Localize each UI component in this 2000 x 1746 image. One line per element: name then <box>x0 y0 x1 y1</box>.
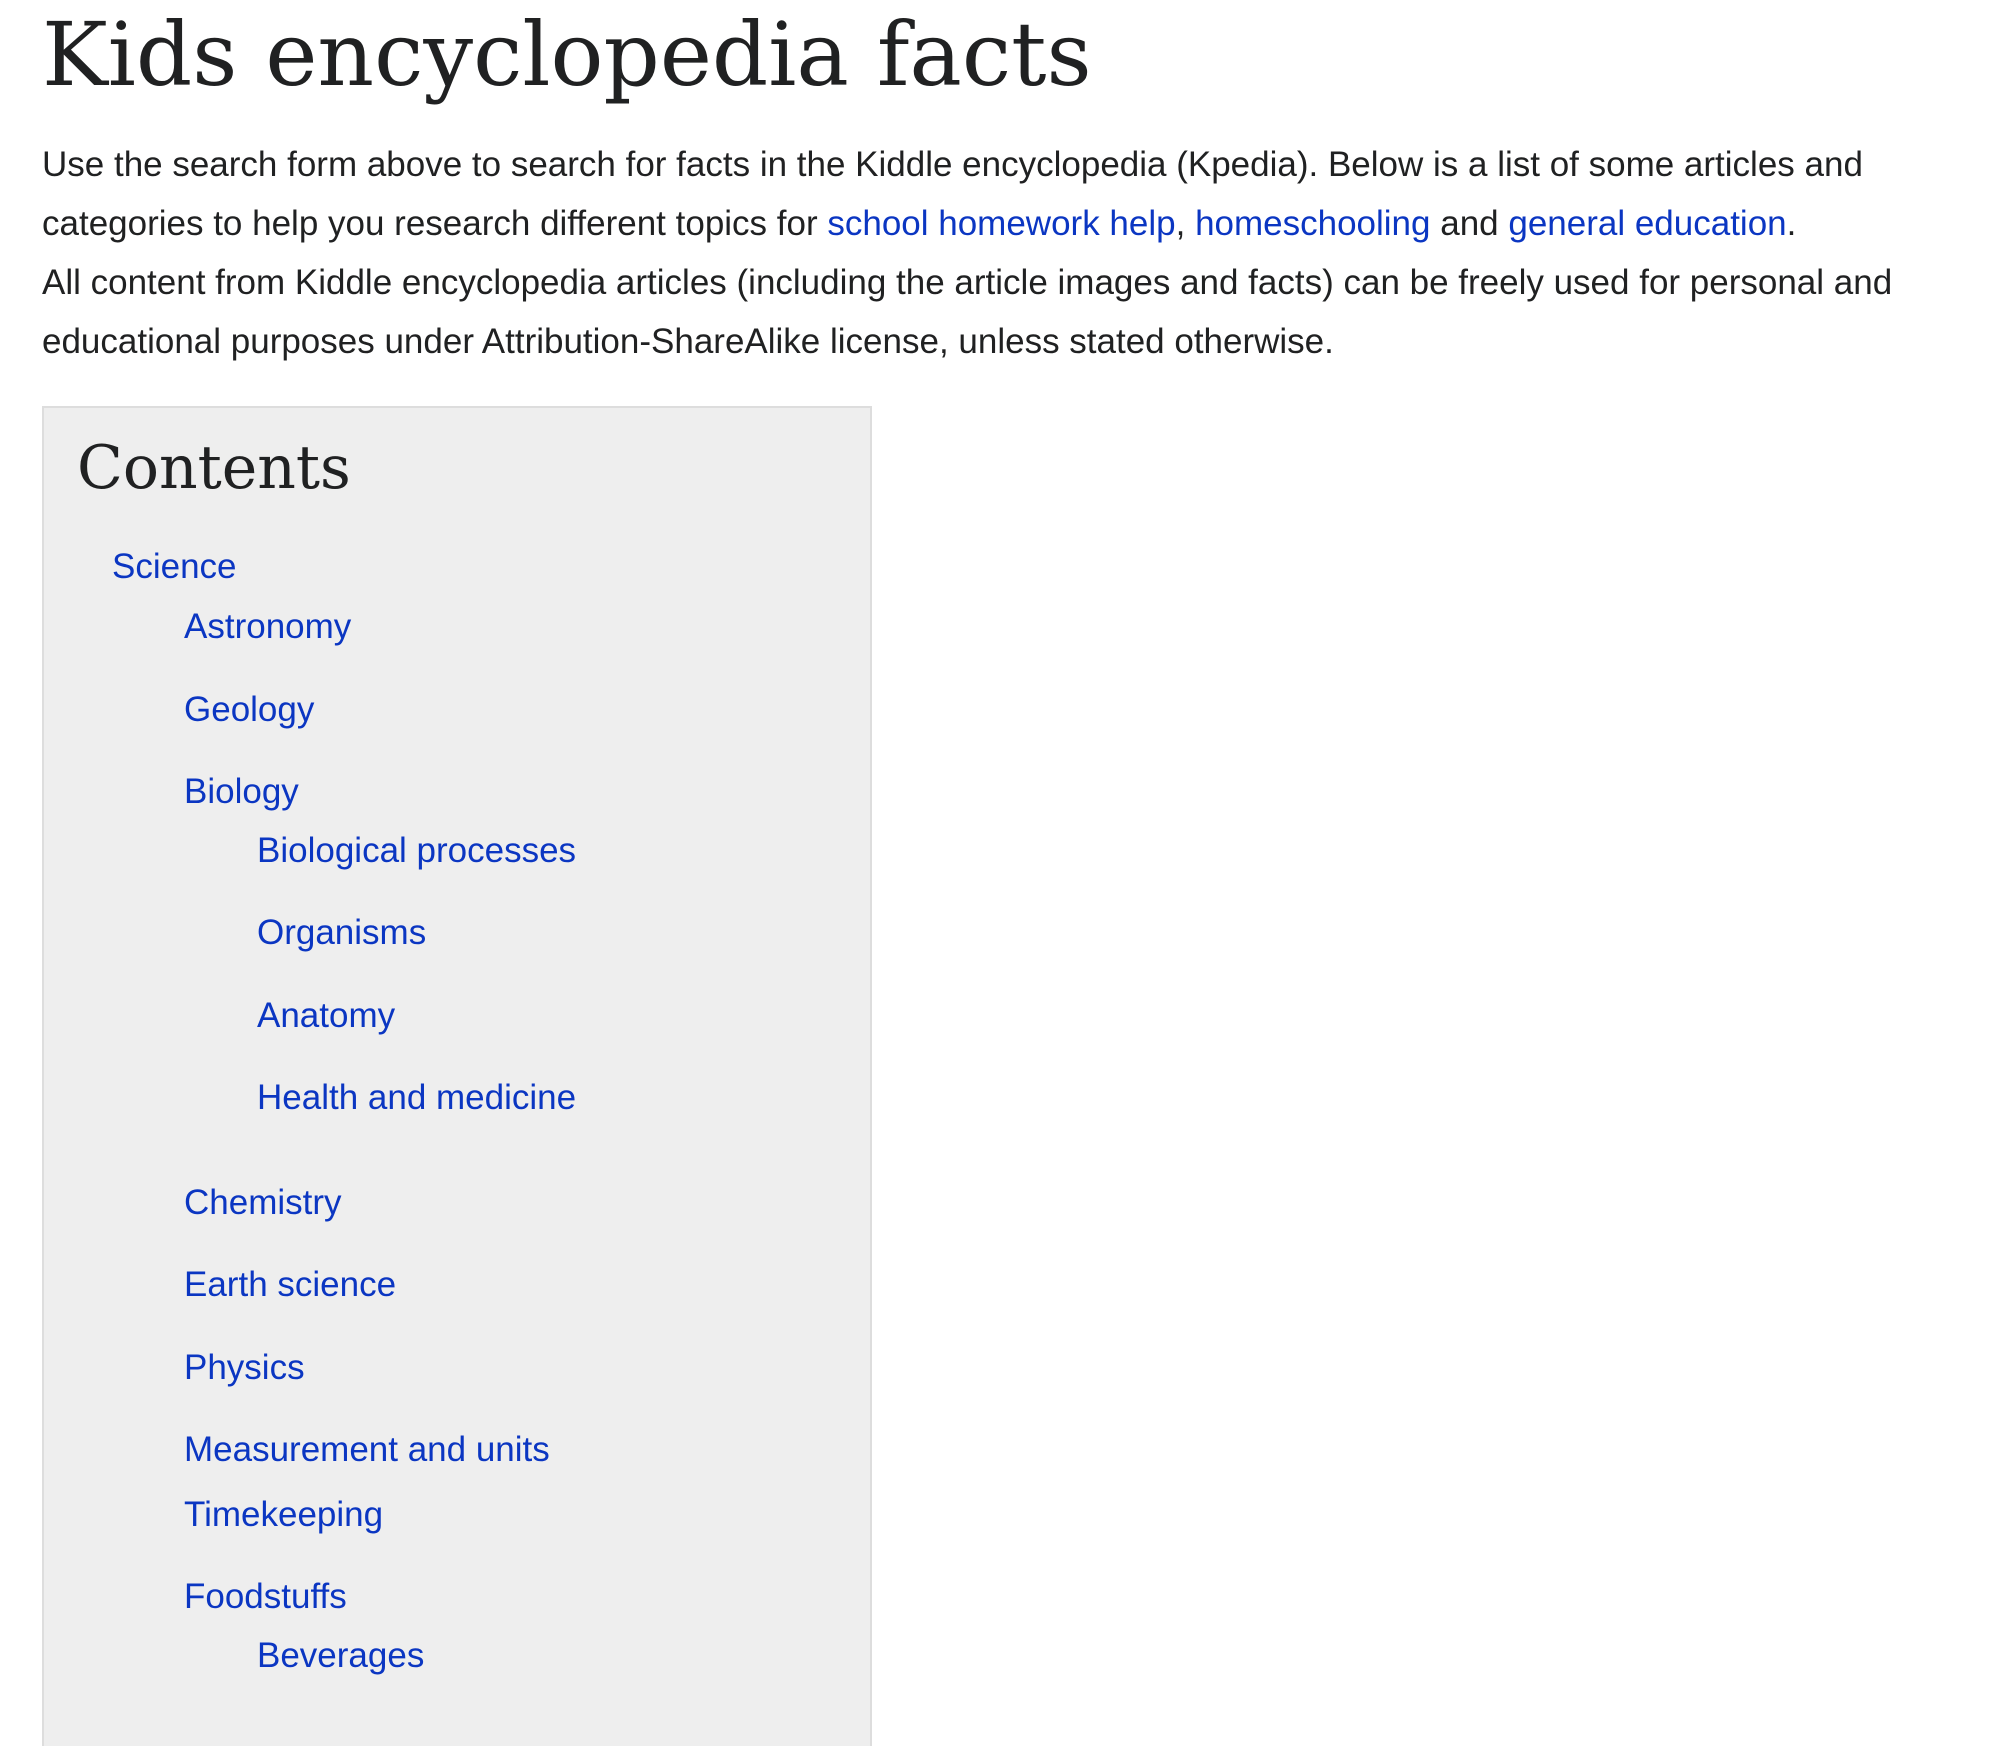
general-education-link[interactable]: general education <box>1508 204 1787 243</box>
intro-paragraph-1 <box>42 135 1992 253</box>
toc-item-measurement-and-units[interactable]: Measurement and units <box>184 1430 550 1469</box>
intro-paragraph-2: All content from Kiddle encyclopedia articles (including the article images and facts) can be freely used for personal and educational purposes under Attribution-ShareAlike license, unless stated otherwise. <box>42 263 1893 361</box>
toc-title: Contents <box>77 433 351 503</box>
toc-item-organisms[interactable]: Organisms <box>257 913 427 952</box>
intro-separator-2: and <box>1430 204 1509 243</box>
intro-period: . <box>1786 204 1797 243</box>
toc-item-astronomy[interactable]: Astronomy <box>184 607 352 646</box>
toc-item-biological-processes[interactable]: Biological processes <box>257 831 577 870</box>
table-of-contents <box>42 406 872 1746</box>
toc-item-anatomy[interactable]: Anatomy <box>257 996 396 1035</box>
homeschooling-link[interactable]: homeschooling <box>1195 204 1431 243</box>
page-title: Kids encyclopedia facts <box>42 3 1092 106</box>
toc-item-foodstuffs[interactable]: Foodstuffs <box>184 1577 347 1616</box>
toc-item-beverages[interactable]: Beverages <box>257 1636 425 1675</box>
intro-text-1: Use the search form above to search for facts in the Kiddle encyclopedia (Kpedia). Below is a list of some articles and categories to help you research different topics for <box>42 145 1863 243</box>
toc-item-geology[interactable]: Geology <box>184 690 315 729</box>
toc-item-timekeeping[interactable]: Timekeeping <box>184 1495 384 1534</box>
school-homework-help-link[interactable]: school homework help <box>827 204 1176 243</box>
toc-item-health-and-medicine[interactable]: Health and medicine <box>257 1078 577 1117</box>
toc-item-biology[interactable]: Biology <box>184 772 299 811</box>
intro-text <box>42 135 1992 371</box>
intro-separator-1: , <box>1175 204 1196 243</box>
toc-item-chemistry[interactable]: Chemistry <box>184 1183 342 1222</box>
toc-item-earth-science[interactable]: Earth science <box>184 1265 397 1304</box>
toc-item-physics[interactable]: Physics <box>184 1348 305 1387</box>
toc-item-science[interactable]: Science <box>112 547 237 586</box>
